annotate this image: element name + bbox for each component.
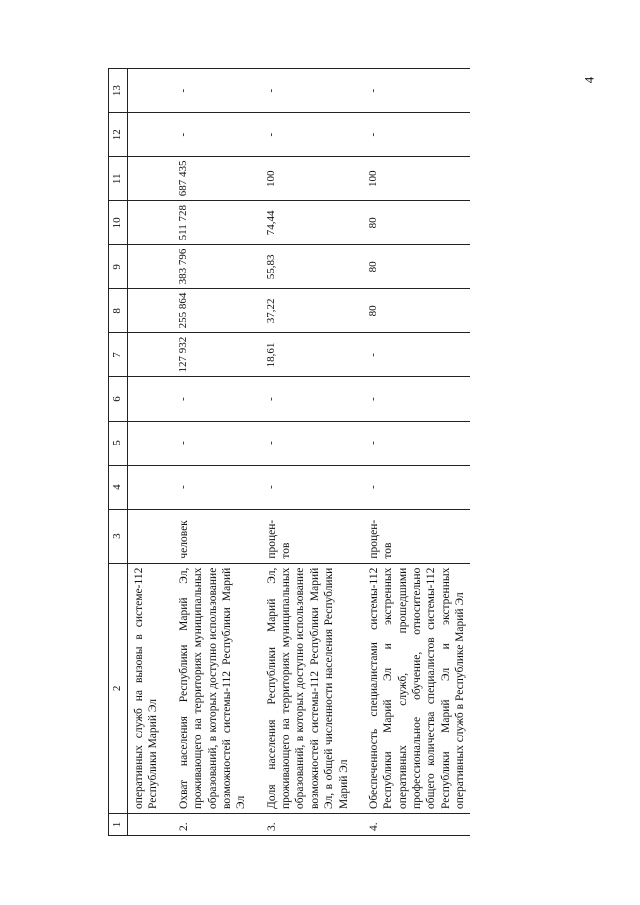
value-cell [128, 113, 163, 157]
column-number: 11 [109, 157, 128, 201]
value-cell: 100 [251, 157, 353, 201]
value-cell: 37,22 [251, 289, 353, 333]
value-cell: 74,44 [251, 201, 353, 245]
value-cell: - [251, 421, 353, 465]
value-cell: - [163, 377, 251, 421]
value-cell [128, 69, 163, 113]
indicators-table [108, 68, 470, 836]
value-cell: 100 [353, 157, 470, 201]
unit-cell: человек [163, 509, 251, 563]
indicator-name: Охват населения Республики Марий Эл, проживающего на территориях муниципальных образований, в которых доступно использование возможностей системы-112 Республики Марий Эл [163, 563, 251, 813]
value-cell: - [353, 113, 470, 157]
value-cell: 255 864 [163, 289, 251, 333]
row-number: 2. [163, 813, 251, 835]
value-cell [128, 377, 163, 421]
page-number: 4 [581, 76, 597, 84]
value-cell [128, 333, 163, 377]
indicator-name: Обеспеченность специалистами системы-112 Республики Марий Эл и экстренных оперативных служб, прошедшими профессиональное обучение, относительно общего количества специалистов системы-112 Республики Марий Эл и экстренных оперативных служб в Республике Марий Эл [353, 563, 470, 813]
table-row [353, 69, 470, 836]
row-number: 4. [353, 813, 470, 835]
column-number: 6 [109, 377, 128, 421]
value-cell: 687 435 [163, 157, 251, 201]
column-number: 1 [109, 813, 128, 835]
column-number: 7 [109, 333, 128, 377]
value-cell: 18,61 [251, 333, 353, 377]
column-number: 4 [109, 465, 128, 509]
indicator-name: Доля населения Республики Марий Эл, проживающего на территориях муниципальных образований, в которых доступно использование возможностей системы-112 Республики Марий Эл, в общей численности населения Республики Марий Эл [251, 563, 353, 813]
table-row [163, 69, 251, 836]
value-cell: 55,83 [251, 245, 353, 289]
value-cell: - [251, 69, 353, 113]
column-number-row [109, 69, 128, 836]
value-cell: 80 [353, 201, 470, 245]
value-cell [128, 201, 163, 245]
row-number: 3. [251, 813, 353, 835]
column-number: 5 [109, 421, 128, 465]
value-cell: - [353, 421, 470, 465]
value-cell: - [251, 465, 353, 509]
value-cell [128, 157, 163, 201]
column-number: 3 [109, 509, 128, 563]
value-cell: 80 [353, 289, 470, 333]
column-number: 10 [109, 201, 128, 245]
rotated-table-container [108, 68, 640, 836]
unit-cell: процен-тов [353, 509, 470, 563]
value-cell: - [251, 377, 353, 421]
column-number: 13 [109, 69, 128, 113]
value-cell: - [353, 69, 470, 113]
value-cell [128, 289, 163, 333]
value-cell: - [163, 465, 251, 509]
value-cell: - [353, 465, 470, 509]
row-number [128, 813, 163, 835]
column-number: 2 [109, 563, 128, 813]
column-number: 12 [109, 113, 128, 157]
value-cell: 80 [353, 245, 470, 289]
column-number: 9 [109, 245, 128, 289]
value-cell: - [163, 113, 251, 157]
value-cell: - [163, 69, 251, 113]
value-cell: 511 728 [163, 201, 251, 245]
value-cell: - [353, 333, 470, 377]
value-cell: 383 796 [163, 245, 251, 289]
value-cell: - [353, 377, 470, 421]
value-cell [128, 465, 163, 509]
value-cell: 127 932 [163, 333, 251, 377]
value-cell [128, 421, 163, 465]
table-row [251, 69, 353, 836]
unit-cell: процен-тов [251, 509, 353, 563]
table-row [128, 69, 163, 836]
value-cell [128, 245, 163, 289]
unit-cell [128, 509, 163, 563]
column-number: 8 [109, 289, 128, 333]
indicator-name: оперативных служб на вызовы в системе-112 Республики Марий Эл [128, 563, 163, 813]
value-cell: - [251, 113, 353, 157]
value-cell: - [163, 421, 251, 465]
